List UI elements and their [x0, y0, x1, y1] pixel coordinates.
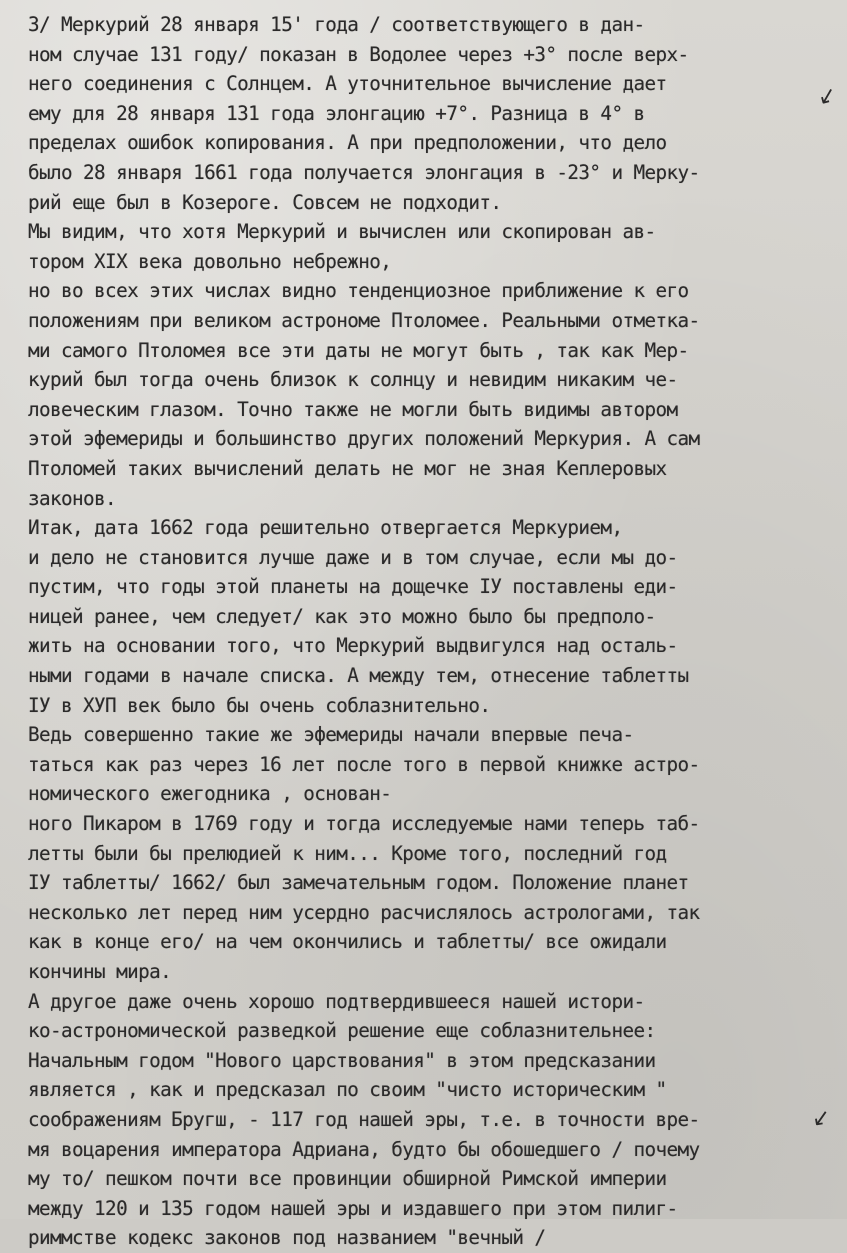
text-line-7: рий еще был в Козероге. Совсем не подходит.: [28, 190, 502, 214]
text-line-14: ловеческим глазом. Точно также не могли быть видимы автором: [28, 397, 678, 421]
text-line-40: му то/ пешком почти все провинции обширной Римской империи: [28, 1167, 667, 1191]
text-line-13: курий был тогда очень близок к солнцу и невидим никаким че-: [28, 368, 678, 392]
text-line-23: ными годами в начале списка. А между тем, отнесение таблетты: [28, 664, 689, 688]
text-line-4: ему для 28 января 131 года элонгацию +7°. Разница в 4° в: [28, 101, 645, 125]
text-line-35: ко-астрономической разведкой решение еще соблазнительнее:: [28, 1019, 656, 1043]
text-line-19: и дело не становится лучше даже и в том случае, если мы до-: [28, 545, 678, 569]
text-line-25: Ведь совершенно такие же эфемериды начали впервые печа-: [28, 723, 634, 747]
margin-check-mark-top: ↙: [815, 82, 840, 111]
text-line-26: таться как раз через 16 лет после того в первой книжке астро-: [28, 752, 700, 776]
text-line-18: Итак, дата 1662 года решительно отвергается Меркурием,: [28, 516, 623, 540]
text-line-10: но во всех этих числах видно тенденциозное приближение к его: [28, 279, 689, 303]
text-line-30: IУ таблетты/ 1662/ был замечательным годом. Положение планет: [28, 871, 689, 895]
text-line-34: А другое даже очень хорошо подтвердившееся нашей истори-: [28, 989, 645, 1013]
text-line-12: ми самого Птоломея все эти даты не могут быть , так как Мер-: [28, 338, 689, 362]
text-line-16: Птоломей таких вычислений делать не мог не зная Кеплеровых: [28, 456, 667, 480]
text-line-1: 3/ Меркурий 28 января 15' года / соответствующего в дан-: [28, 13, 645, 36]
text-line-41: между 120 и 135 годом нашей эры и издавшего при этом пилиг-: [28, 1196, 678, 1220]
text-line-20: пустим, что годы этой планеты на дощечке IУ поставлены еди-: [28, 575, 678, 599]
margin-check-mark-bottom: ↙: [809, 1104, 833, 1133]
text-line-9: тором XIX века довольно небрежно,: [28, 249, 392, 273]
text-line-3: него соединения с Солнцем. А уточнительное вычисление дает: [28, 72, 667, 96]
text-line-21: ницей ранее, чем следует/ как это можно было бы предполо-: [28, 604, 656, 628]
text-line-42: риммстве кодекс законов под названием "вечный /: [28, 1226, 546, 1250]
text-line-17: законов.: [28, 486, 117, 510]
text-line-27: номического ежегодника , основан-: [28, 782, 392, 806]
text-line-32: как в конце его/ на чем окончились и таблетты/ все ожидали: [28, 930, 667, 954]
text-line-28: ного Пикаром в 1769 году и тогда исследуемые нами теперь таб-: [28, 812, 700, 836]
text-line-39: мя воцарения императора Адриана, будто бы обошедшего / почему: [28, 1137, 700, 1161]
text-line-37: является , как и предсказал по своим "чисто историческим ": [28, 1078, 667, 1102]
text-line-8: Мы видим, что хотя Меркурий и вычислен или скопирован ав-: [28, 220, 656, 244]
text-line-33: кончины мира.: [28, 960, 172, 983]
text-line-24: IУ в ХУП век было бы очень соблазнительно.: [28, 693, 491, 717]
text-line-22: жить на основании того, что Меркурий выдвигулся над осталь-: [28, 634, 678, 658]
text-line-11: положениям при великом астрономе Птоломее. Реальными отметка-: [28, 308, 700, 332]
text-line-5: пределах ошибок копирования. А при предположении, что дело: [28, 131, 667, 155]
text-line-15: этой эфемериды и большинство других положений Меркурия. А сам: [28, 427, 700, 451]
text-line-36: Начальным годом "Нового царствования" в этом предсказании: [28, 1048, 656, 1072]
text-line-38: соображениям Бругш, - 117 год нашей эры, т.е. в точности вре-: [28, 1107, 700, 1131]
text-line-31: несколько лет перед ним усердно расчислялось астрологами, так: [28, 900, 700, 924]
text-line-6: было 28 января 1661 года получается элонгация в -23° и Мерку-: [28, 160, 700, 184]
typewritten-text: [28, 10, 828, 1253]
text-line-29: летты были бы прелюдией к ним... Кроме того, последний год: [28, 841, 667, 865]
text-line-2: ном случае 131 году/ показан в Водолее через +3° после верх-: [28, 42, 689, 66]
